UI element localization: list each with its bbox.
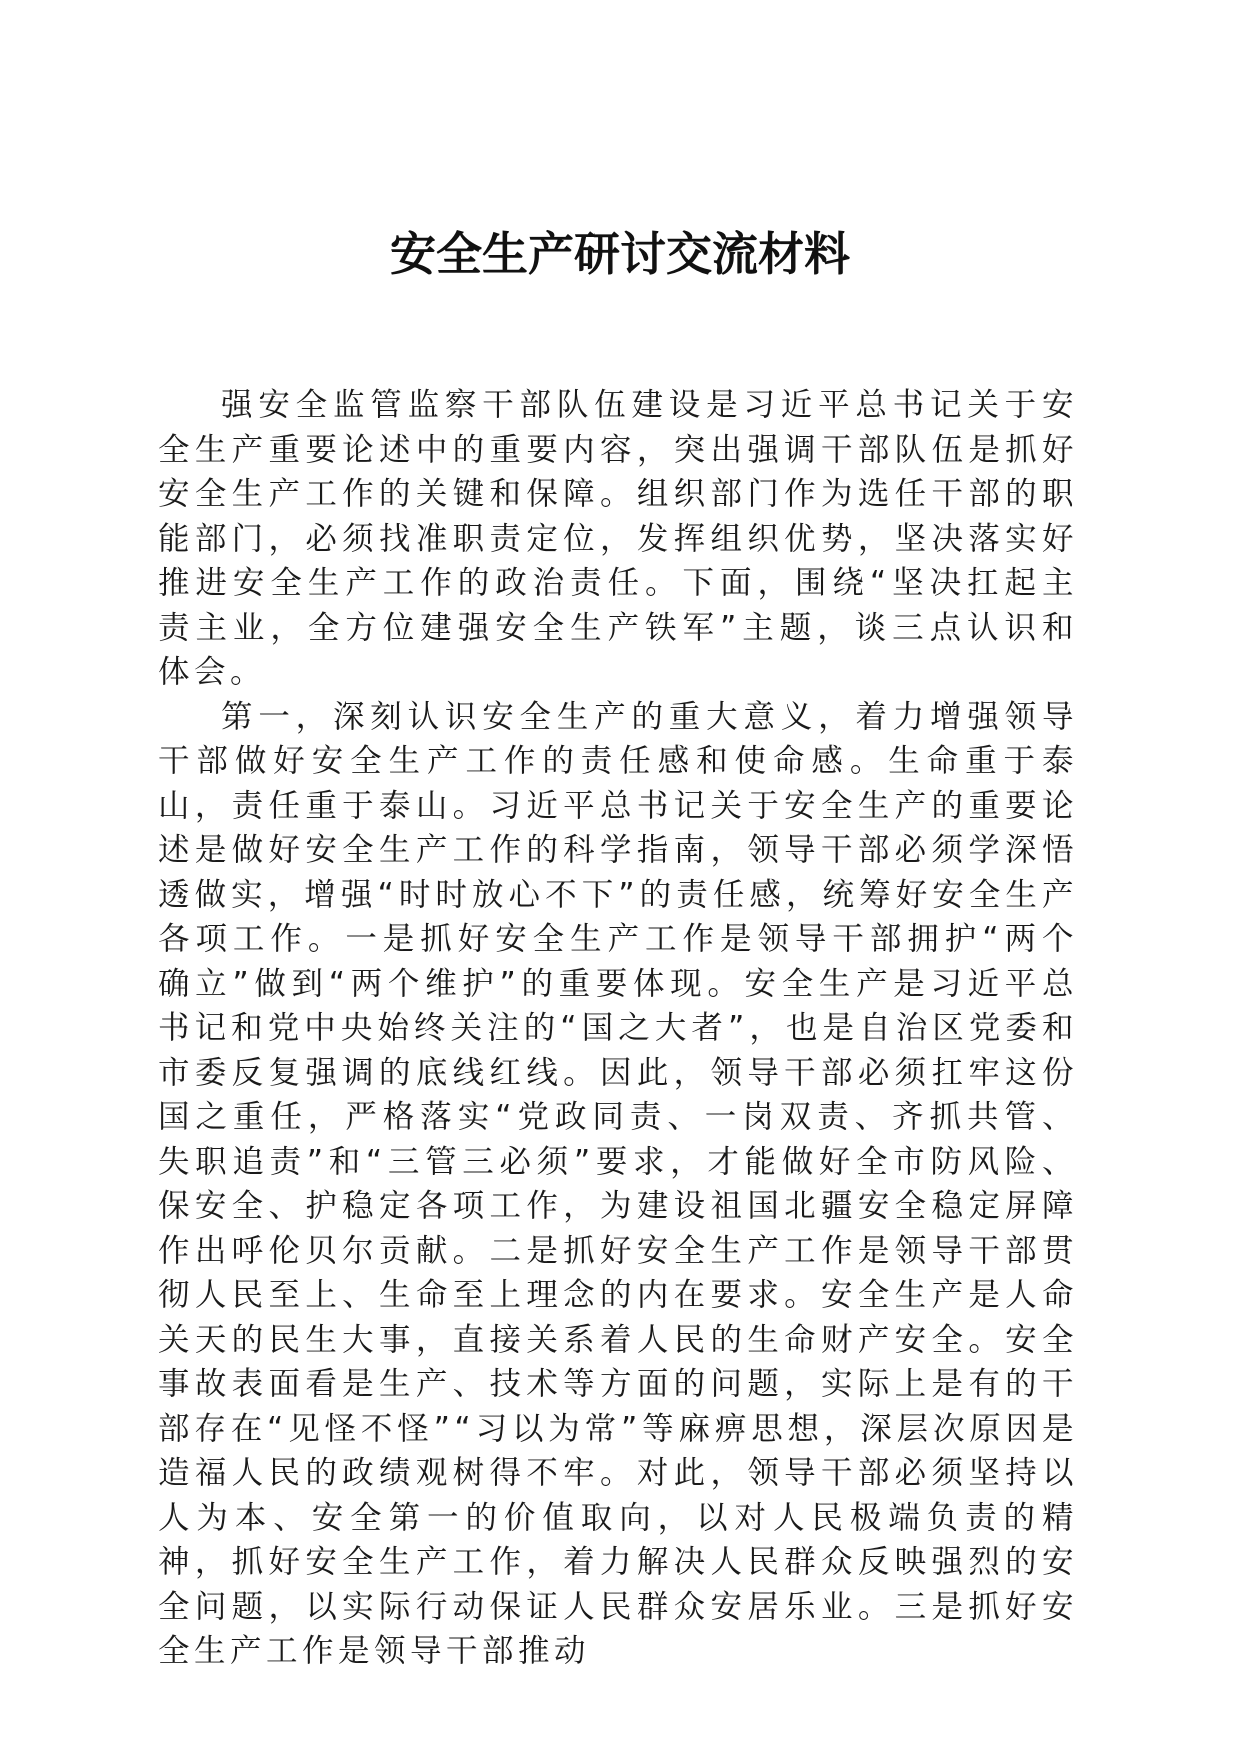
document-body <box>158 383 1078 1674</box>
document-title: 安全生产研讨交流材料 <box>390 227 850 281</box>
paragraph-intro: 强安全监管监察干部队伍建设是习近平总书记关于安全生产重要论述中的重要内容，突出强调干部队伍是抓好安全生产工作的关键和保障。组织部门作为选任干部的职能部门，必须找准职责定位，发挥组织优势，坚决落实好推进安全生产工作的政治责任。下面，围绕“坚决扛起主责主业，全方位建强安全生产铁军”主题，谈三点认识和体会。 <box>158 387 1078 690</box>
paragraph-first-point: 第一，深刻认识安全生产的重大意义，着力增强领导干部做好安全生产工作的责任感和使命感。生命重于泰山，责任重于泰山。习近平总书记关于安全生产的重要论述是做好安全生产工作的科学指南，领导干部必须学深悟透做实，增强“时时放心不下”的责任感，统筹好安全生产各项工作。一是抓好安全生产工作是领导干部拥护“两个确立”做到“两个维护”的重要体现。安全生产是习近平总书记和党中央始终关注的“国之大者”，也是自治区党委和市委反复强调的底线红线。因此，领导干部必须扛牢这份国之重任，严格落实“党政同责、一岗双责、齐抓共管、失职追责”和“三管三必须”要求，才能做好全市防风险、保安全、护稳定各项工作，为建设祖国北疆安全稳定屏障作出呼伦贝尔贡献。二是抓好安全生产工作是领导干部贯彻人民至上、生命至上理念的内在要求。安全生产是人命关天的民生大事，直接关系着人民的生命财产安全。安全事故表面看是生产、技术等方面的问题，实际上是有的干部存在“见怪不怪”“习以为常”等麻痹思想，深层次原因是造福人民的政绩观树得不牢。对此，领导干部必须坚持以人为本、安全第一的价值取向，以对人民极端负责的精神，抓好安全生产工作，着力解决人民群众反映强烈的安全问题，以实际行动保证人民群众安居乐业。三是抓好安全生产工作是领导干部推动 <box>158 698 1078 1669</box>
